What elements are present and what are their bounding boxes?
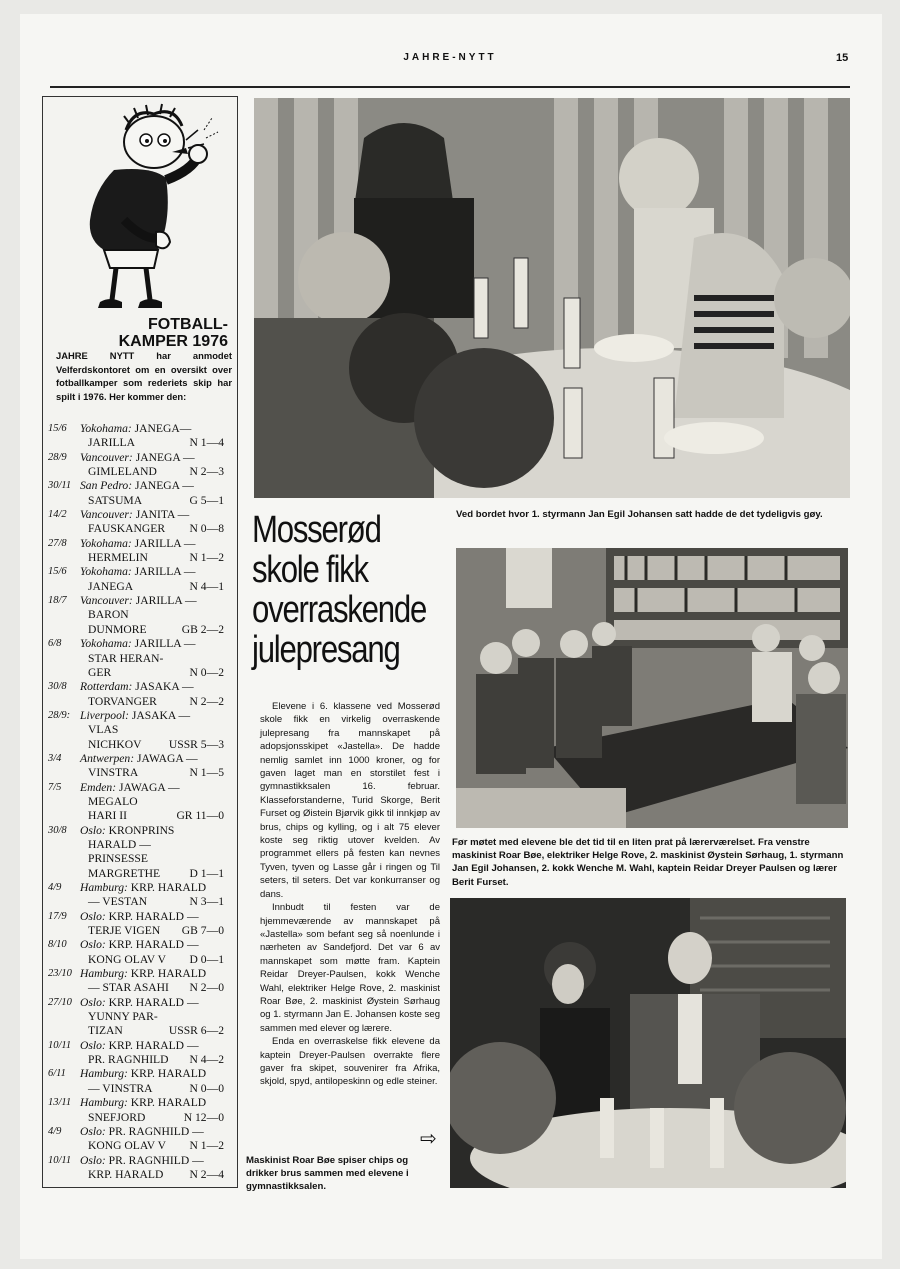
match-line <box>80 1139 228 1153</box>
match-team: HARI II <box>88 809 127 823</box>
match-line <box>80 680 228 694</box>
match-date: 15/6 <box>48 566 67 578</box>
match-team: KRP. HARALD <box>130 881 207 894</box>
match-team: HARALD — <box>88 837 151 851</box>
match-city: Oslo: <box>80 1124 109 1138</box>
match-result: G 5—1 <box>189 493 224 507</box>
photo-dinner-table-image <box>254 98 850 498</box>
match-team: JARILLA — <box>134 637 196 651</box>
match-city: Liverpool: <box>80 708 132 722</box>
match-details <box>80 594 228 637</box>
match-team: GIMLELAND <box>88 465 157 479</box>
match-line <box>80 895 228 909</box>
match-team: PRINSESSE <box>88 852 148 866</box>
match-details <box>80 422 228 451</box>
match-team: TIZAN <box>88 1024 123 1038</box>
match-city: Hamburg: <box>80 1096 131 1110</box>
match-team: KRP. HARALD — <box>108 938 199 952</box>
match-line <box>80 695 228 709</box>
match-details <box>80 824 228 881</box>
match-team: JANEGA— <box>134 422 192 435</box>
match-line <box>80 824 228 838</box>
match-line <box>80 924 228 938</box>
match-entry <box>48 967 228 996</box>
match-date: 30/8 <box>48 824 67 836</box>
match-entry <box>48 680 228 709</box>
match-details <box>80 479 228 508</box>
referee-cartoon-illustration <box>54 100 234 330</box>
match-entry <box>48 1154 228 1183</box>
match-entry <box>48 824 228 881</box>
match-team: PR. RAGNHILD <box>88 1053 169 1067</box>
match-team: JARILLA — <box>134 536 196 550</box>
match-result: N 12—0 <box>183 1110 224 1124</box>
match-result: N 2—3 <box>189 465 224 479</box>
match-date: 27/10 <box>48 996 72 1008</box>
match-line <box>80 996 228 1010</box>
sidebar-title-line1: FOTBALL- <box>148 316 228 333</box>
match-team: JANITA — <box>135 508 190 522</box>
match-result: GB 7—0 <box>181 924 224 938</box>
match-line <box>80 953 228 967</box>
match-details <box>80 637 228 680</box>
match-city: Oslo: <box>80 823 109 837</box>
match-details <box>80 996 228 1039</box>
article-body <box>260 700 440 1089</box>
match-team: — VINSTRA <box>88 1081 153 1095</box>
match-result: N 1—4 <box>189 436 224 450</box>
match-result: N 4—2 <box>189 1053 224 1067</box>
photo2-caption: Før møtet med elevene ble det tid til en liten prat på lærerværelset. Fra venstre maskinist Roar Bøe, elektriker Helge Rove, 2. maskinist Øystein Sørhaug, 1. styrmann Jan Egil Johansen, 2. kokk Wenche M. Wahl, kaptein Reidar Dreyer Paulsen og lærer Berit Furset. <box>452 837 844 888</box>
match-line <box>80 910 228 924</box>
match-city: Emden: <box>80 780 119 794</box>
match-line <box>80 723 228 737</box>
sidebar-intro: JAHRE NYTT har anmodet Velferdskontoret om en oversikt over fotballkamper som rederiets skip har spilt i 1976. Her kommer den: <box>56 350 232 403</box>
match-details <box>80 508 228 537</box>
match-entry <box>48 910 228 939</box>
match-details <box>80 881 228 910</box>
match-line <box>80 422 228 436</box>
match-city: Oslo: <box>80 1153 109 1167</box>
match-entry <box>48 479 228 508</box>
match-team: KRP. HARALD — <box>108 909 199 923</box>
match-city: Oslo: <box>80 938 109 952</box>
match-entry <box>48 594 228 637</box>
match-line <box>80 451 228 465</box>
match-team: PR. RAGNHILD — <box>108 1153 204 1167</box>
match-city: Vancouver: <box>80 508 136 522</box>
match-entry <box>48 996 228 1039</box>
match-details <box>80 709 228 752</box>
match-team: JARILLA <box>88 436 136 450</box>
match-date: 30/8 <box>48 681 67 693</box>
match-city: Yokohama: <box>80 565 135 579</box>
match-team: JANEGA — <box>134 479 194 493</box>
match-result: N 4—1 <box>189 579 224 593</box>
match-line <box>80 1168 228 1182</box>
match-team: STAR HERAN- <box>88 651 164 665</box>
match-entry <box>48 1067 228 1096</box>
match-details <box>80 1096 228 1125</box>
match-team: JARILLA — <box>135 594 197 608</box>
match-line <box>80 608 228 622</box>
match-line <box>80 781 228 795</box>
match-entry <box>48 1096 228 1125</box>
match-date: 30/11 <box>48 480 72 492</box>
match-line <box>80 551 228 565</box>
match-result: D 1—1 <box>189 866 224 880</box>
headline-line: Mosserød <box>252 509 381 551</box>
match-line <box>80 1039 228 1053</box>
match-team: JANEGA <box>88 579 134 593</box>
match-details <box>80 537 228 566</box>
sidebar-title <box>96 316 228 350</box>
match-team: NICHKOV <box>88 737 142 751</box>
match-line <box>80 1096 228 1110</box>
match-line <box>80 580 228 594</box>
article-headline <box>252 510 449 670</box>
match-line <box>80 508 228 522</box>
match-city: San Pedro: <box>80 479 135 493</box>
match-entry <box>48 938 228 967</box>
match-entry <box>48 752 228 781</box>
match-team: KRP. HARALD <box>130 1067 207 1081</box>
match-result: D 0—1 <box>189 952 224 966</box>
match-date: 27/8 <box>48 537 67 549</box>
match-line <box>80 981 228 995</box>
match-details <box>80 1125 228 1154</box>
match-team: JAWAGA — <box>137 751 198 765</box>
match-team: JASAKA — <box>135 680 194 694</box>
match-line <box>80 1125 228 1139</box>
match-team: KRP. HARALD — <box>108 995 199 1009</box>
match-city: Oslo: <box>80 995 109 1009</box>
match-line <box>80 1082 228 1096</box>
match-line <box>80 1067 228 1081</box>
match-line <box>80 522 228 536</box>
match-city: Hamburg: <box>80 1067 131 1081</box>
match-details <box>80 1154 228 1183</box>
match-city: Vancouver: <box>80 450 136 464</box>
headline-line: overraskende <box>252 589 427 631</box>
match-result: N 2—4 <box>189 1167 224 1181</box>
match-date: 18/7 <box>48 595 67 607</box>
match-line <box>80 479 228 493</box>
continue-arrow-icon: ⇨ <box>420 1128 437 1150</box>
match-line <box>80 809 228 823</box>
match-entry <box>48 1125 228 1154</box>
match-result: N 2—0 <box>189 981 224 995</box>
match-result: N 0—8 <box>189 522 224 536</box>
match-city: Vancouver: <box>80 594 136 608</box>
match-list <box>48 422 228 1182</box>
match-team: HERMELIN <box>88 551 148 565</box>
match-result: N 3—1 <box>189 895 224 909</box>
match-team: MARGRETHE <box>88 866 161 880</box>
match-team: SATSUMA <box>88 493 143 507</box>
match-team: TORVANGER <box>88 694 157 708</box>
match-result: N 1—2 <box>189 1139 224 1153</box>
match-line <box>80 795 228 809</box>
match-date: 17/9 <box>48 910 67 922</box>
match-date: 6/11 <box>48 1068 66 1080</box>
match-team: KONG OLAV V <box>88 952 166 966</box>
match-entry <box>48 565 228 594</box>
match-team: KRP. HARALD <box>130 1096 207 1110</box>
match-line <box>80 938 228 952</box>
match-city: Oslo: <box>80 909 109 923</box>
match-details <box>80 752 228 781</box>
match-line <box>80 838 228 852</box>
match-team: JAWAGA — <box>118 780 180 794</box>
match-details <box>80 1067 228 1096</box>
photo-gym-hall <box>450 898 846 1188</box>
match-city: Yokohama: <box>80 637 135 651</box>
match-line <box>80 436 228 450</box>
photo-staff-room <box>456 548 848 828</box>
match-team: KRP. HARALD <box>88 1167 164 1181</box>
match-date: 6/8 <box>48 638 62 650</box>
match-entry <box>48 451 228 480</box>
match-team: PR. RAGNHILD — <box>108 1124 204 1138</box>
match-team: SNEFJORD <box>88 1110 146 1124</box>
match-team: DUNMORE <box>88 622 147 636</box>
match-date: 10/11 <box>48 1039 72 1051</box>
match-date: 15/6 <box>48 423 67 434</box>
headline-line: skole fikk <box>252 549 368 591</box>
match-line <box>80 1024 228 1038</box>
match-line <box>80 967 228 981</box>
match-details <box>80 565 228 594</box>
match-city: Hamburg: <box>80 967 131 981</box>
match-team: VINSTRA <box>88 766 139 780</box>
match-entry <box>48 709 228 752</box>
match-line <box>80 709 228 723</box>
header-rule <box>50 86 850 88</box>
match-line <box>80 666 228 680</box>
photo-staff-room-image <box>456 548 848 828</box>
match-line <box>80 637 228 651</box>
match-line <box>80 565 228 579</box>
match-result: USSR 6—2 <box>168 1024 224 1038</box>
match-city: Rotterdam: <box>80 680 136 694</box>
match-city: Oslo: <box>80 1038 109 1052</box>
match-city: Hamburg: <box>80 881 131 894</box>
match-result: N 1—2 <box>189 551 224 565</box>
match-date: 23/10 <box>48 968 72 980</box>
magazine-title: JAHRE-NYTT <box>403 52 497 63</box>
match-result: N 0—2 <box>189 665 224 679</box>
match-details <box>80 451 228 480</box>
match-entry <box>48 508 228 537</box>
match-line <box>80 867 228 881</box>
article-paragraph: Elevene i 6. klassene ved Mosserød skole fikk en virkelig overraskende julepresang fra mannskapet på adopsjonsskipet «Jastella». De hadde nemlig samlet inn 1000 kroner, og for gaven laget man en storstilet fest i gymnastikksalen 16. februar. Klasseforstanderne, Turid Skorge, Berit Furset og Øistein Bjørvik gikk til innkjøp av brus, chips og kylling, og i alt 75 elever koste seg riktig utover kvelden. Av programmet ellers på festen kan nevnes Tyven, tyven og Lasse går i ringen og Til seters, til seters. Det var konkurranser og dans. <box>260 701 440 900</box>
match-team: KONG OLAV V <box>88 1139 166 1153</box>
match-team: — VESTAN <box>88 895 148 909</box>
match-team: GER <box>88 665 112 679</box>
match-details <box>80 781 228 824</box>
match-city: Antwerpen: <box>80 751 137 765</box>
match-line <box>80 852 228 866</box>
match-line <box>80 623 228 637</box>
match-line <box>80 594 228 608</box>
match-date: 28/9: <box>48 709 71 721</box>
match-date: 8/10 <box>48 939 67 951</box>
match-line <box>80 465 228 479</box>
match-team: VLAS <box>88 723 119 737</box>
match-team: KRP. HARALD — <box>108 1038 199 1052</box>
match-line <box>80 881 228 895</box>
match-entry <box>48 781 228 824</box>
match-result: USSR 5—3 <box>168 737 224 751</box>
match-team: — STAR ASAHI <box>88 981 169 995</box>
article-paragraph: Innbudt til festen var de hjemmeværende av mannskapet på «Jastella» som befant seg så noenlunde i nærheten av Sandefjord. Det var 6 av mannskapet som møtte fram. Kaptein Reidar Dreyer-Paulsen, kokk Wenche Wahl, elektriker Helge Rove, 2. maskinist Roar Bøe, 2. maskinist Øystein Sørhaug og 1. styrmann Jan E. Johansen koste seg sammen med elever og lærere. <box>260 902 440 1034</box>
match-line <box>80 1053 228 1067</box>
match-line <box>80 652 228 666</box>
match-details <box>80 938 228 967</box>
match-details <box>80 967 228 996</box>
sidebar-title-line2: KAMPER 1976 <box>118 333 228 350</box>
match-team: TERJE VIGEN <box>88 924 161 938</box>
match-team: KRONPRINS <box>108 823 175 837</box>
match-entry <box>48 1039 228 1068</box>
match-line <box>80 752 228 766</box>
match-date: 28/9 <box>48 451 67 463</box>
match-date: 3/4 <box>48 752 62 764</box>
match-details <box>80 910 228 939</box>
match-team: MEGALO <box>88 794 138 808</box>
match-line <box>80 766 228 780</box>
match-line <box>80 494 228 508</box>
headline-line: julepresang <box>252 629 400 671</box>
match-entry <box>48 422 228 451</box>
match-team: JARILLA — <box>134 565 196 579</box>
match-team: KRP. HARALD <box>130 967 207 981</box>
match-team: FAUSKANGER <box>88 522 166 536</box>
match-details <box>80 680 228 709</box>
match-team: JANEGA — <box>135 450 195 464</box>
match-entry <box>48 881 228 910</box>
match-date: 4/9 <box>48 882 62 893</box>
match-date: 4/9 <box>48 1125 62 1137</box>
match-team: BARON <box>88 608 129 622</box>
photo-gym-hall-image <box>450 898 846 1188</box>
match-result: N 0—0 <box>189 1081 224 1095</box>
match-details <box>80 1039 228 1068</box>
match-date: 10/11 <box>48 1154 72 1166</box>
match-city: Yokohama: <box>80 422 135 435</box>
match-entry <box>48 537 228 566</box>
photo3-caption: Maskinist Roar Bøe spiser chips og drikker brus sammen med elevene i gymnastikksalen. <box>246 1155 409 1192</box>
match-date: 14/2 <box>48 509 67 521</box>
article-paragraph: Enda en overraskelse fikk elevene da kaptein Dreyer-Paulsen overrakte flere gaver fra skipet, souvenirer fra Afrika, skjold, spyd, antilopeskinn og edle steiner. <box>260 1036 440 1088</box>
match-city: Yokohama: <box>80 536 135 550</box>
match-date: 13/11 <box>48 1097 72 1109</box>
match-team: YUNNY PAR- <box>88 1010 158 1024</box>
match-date: 7/5 <box>48 781 62 793</box>
page-number: 15 <box>836 52 849 64</box>
match-line <box>80 1154 228 1168</box>
match-result: N 1—5 <box>189 766 224 780</box>
photo1-caption: Ved bordet hvor 1. styrmann Jan Egil Johansen satt hadde de det tydeligvis gøy. <box>456 509 823 520</box>
match-line <box>80 1010 228 1024</box>
match-line <box>80 537 228 551</box>
match-line <box>80 1111 228 1125</box>
match-result: N 2—2 <box>189 694 224 708</box>
match-result: GB 2—2 <box>181 622 224 636</box>
match-line <box>80 738 228 752</box>
photo-dinner-table <box>254 98 850 498</box>
match-team: JASAKA — <box>131 708 191 722</box>
match-result: GR 11—0 <box>176 809 224 823</box>
match-entry <box>48 637 228 680</box>
